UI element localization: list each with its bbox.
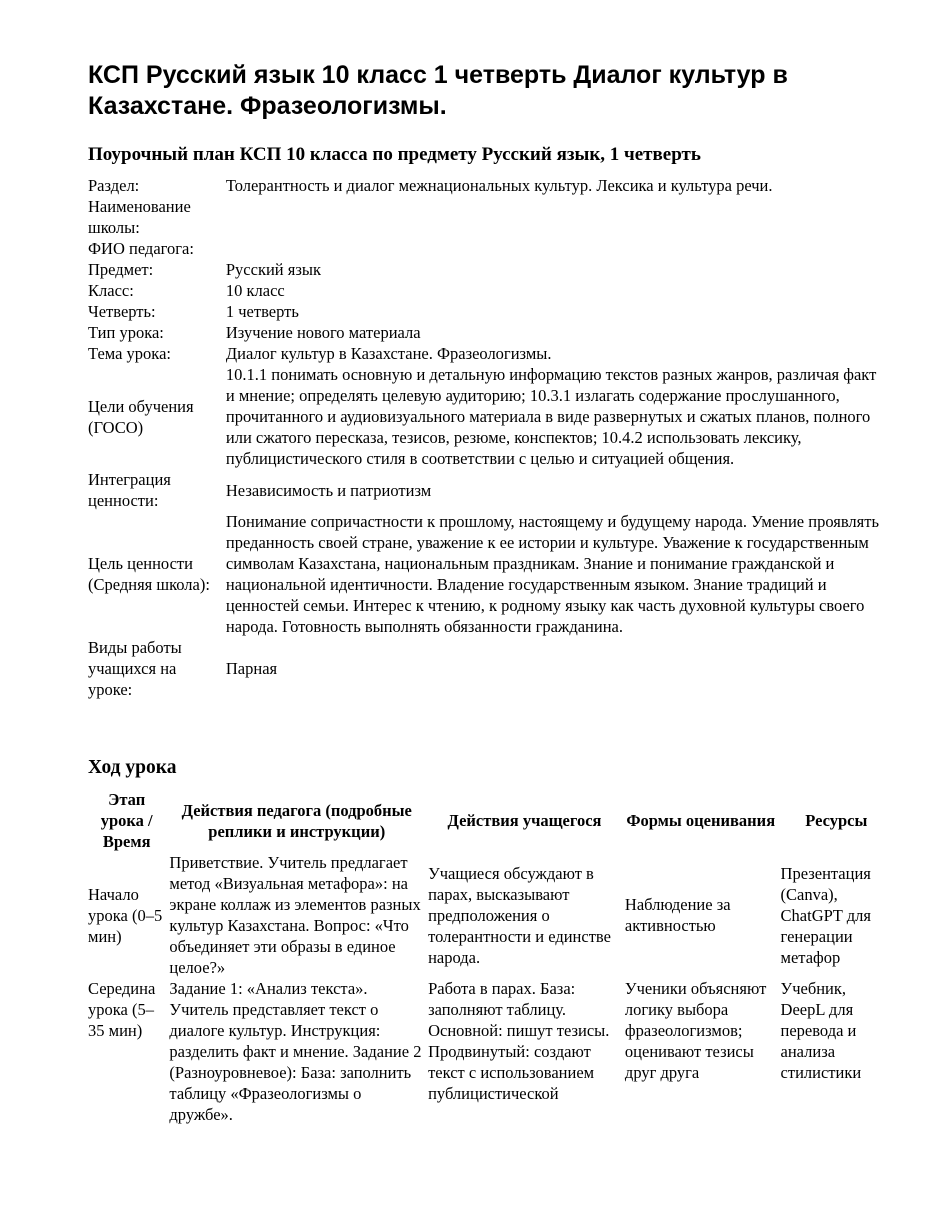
- lesson-plan-table: [86, 789, 894, 1125]
- info-value: [224, 196, 890, 238]
- info-row: [86, 469, 890, 511]
- info-value: Изучение нового материала: [225, 323, 421, 342]
- info-key: Цель ценности (Средняя школа):: [88, 554, 210, 594]
- col-header-resources: Ресурсы: [805, 811, 868, 830]
- info-value: Парная: [225, 659, 278, 678]
- stage-cell: Середина урока (5–35 мин): [88, 979, 156, 1040]
- info-key: Интеграция ценности:: [88, 470, 171, 510]
- col-header-teacher: Действия педагога (подробные реплики и инструкции): [181, 800, 412, 841]
- plan-subtitle: Поурочный план КСП 10 класса по предмету Русский язык, 1 четверть: [88, 144, 701, 165]
- info-value: 10.1.1 понимать основную и детальную информацию текстов разных жанров, различая факт и мнение; определять целевую аудиторию; 10.3.1 излагать содержание прослушанного, прочитанного и аудиовизуального материала в виде развернутых и сжатых планов, полного или сжатого пересказа, тезисов, резюме, конспектов; 10.4.2 использовать лексику, публицистического стиля в соответствии с целью и ситуацией общения.: [225, 365, 877, 468]
- lesson-info-table: [86, 175, 890, 700]
- col-header-stage: Этап урока / Время: [100, 790, 153, 851]
- info-value: 10 класс: [225, 281, 285, 300]
- plan-heading: Ход урока: [88, 757, 177, 778]
- info-value: Русский язык: [225, 260, 321, 279]
- info-row: [86, 196, 890, 238]
- info-key: Класс:: [88, 281, 134, 300]
- col-header-assessment: Формы оценивания: [626, 811, 776, 830]
- info-key: Наименование школы:: [88, 197, 191, 237]
- col-header-student: Действия учащегося: [447, 811, 602, 830]
- info-value: [224, 238, 890, 259]
- assessment-cell: Наблюдение за активностью: [624, 895, 731, 935]
- info-key: ФИО педагога:: [88, 239, 194, 258]
- info-key: Тип урока:: [88, 323, 164, 342]
- info-row: [86, 511, 890, 637]
- student-cell: Учащиеся обсуждают в парах, высказывают предположения о толерантности и единстве народа.: [428, 863, 611, 967]
- stage-cell: Начало урока (0–5 мин): [88, 884, 163, 946]
- teacher-cell: Приветствие. Учитель предлагает метод «Визуальная метафора»: на экране коллаж из элементов разных культур Казахстана. Вопрос: «Что объединяет эти образы в единое целое?»: [169, 853, 421, 977]
- info-row: [86, 637, 890, 700]
- info-key: Раздел:: [88, 176, 140, 195]
- teacher-cell: Задание 1: «Анализ текста». Учитель представляет текст о диалоге культур. Инструкция: разделить факт и мнение. Задание 2 (Разноуровневое): База: заполнить таблицу «Фразеологизмы о дружбе».: [169, 979, 422, 1124]
- info-row: [86, 343, 890, 364]
- info-row: [86, 259, 890, 280]
- info-row: [86, 364, 890, 469]
- info-key: Четверть:: [88, 302, 156, 321]
- table-row: [86, 978, 894, 1125]
- resources-cell: Учебник, DeepL для перевода и анализа стилистики: [780, 979, 862, 1082]
- info-row: [86, 175, 890, 196]
- info-key: Цели обучения (ГОСО): [88, 396, 194, 437]
- page-title: КСП Русский язык 10 класс 1 четверть Диалог культур в Казахстане. Фразеологизмы.: [88, 61, 788, 120]
- student-cell: Работа в парах. База: заполняют таблицу. Основной: пишут тезисы. Продвинутый: создают текст с использованием публицистической: [428, 979, 610, 1103]
- info-value: Толерантность и диалог межнациональных культур. Лексика и культура речи.: [225, 176, 773, 195]
- plan-header-row: [86, 789, 894, 852]
- info-value: Понимание сопричастности к прошлому, настоящему и будущему народа. Умение проявлять преданность своей стране, уважение к ее истории и культуре. Уважение к государственным символам Казахстана, национальным праздникам. Знание и понимание гражданской и национальной идентичности. Владение государственным языком. Знание традиций и ценностей семьи. Интерес к чтению, к родному языку как часть духовной культуры своего народа. Готовность выполнять обязанности гражданина.: [225, 512, 879, 636]
- info-value: Диалог культур в Казахстане. Фразеологизмы.: [225, 344, 552, 363]
- table-row: [86, 852, 894, 978]
- info-row: [86, 280, 890, 301]
- info-row: [86, 322, 890, 343]
- info-row: [86, 238, 890, 259]
- info-value: Независимость и патриотизм: [225, 480, 432, 500]
- info-value: 1 четверть: [225, 302, 299, 321]
- assessment-cell: Ученики объясняют логику выбора фразеологизмов; оценивают тезисы друг друга: [624, 979, 767, 1082]
- info-key: Предмет:: [88, 260, 154, 279]
- info-key: Тема урока:: [88, 344, 171, 363]
- resources-cell: Презентация (Canva), ChatGPT для генерации метафор: [780, 863, 871, 967]
- info-key: Виды работы учащихся на уроке:: [88, 638, 182, 699]
- info-row: [86, 301, 890, 322]
